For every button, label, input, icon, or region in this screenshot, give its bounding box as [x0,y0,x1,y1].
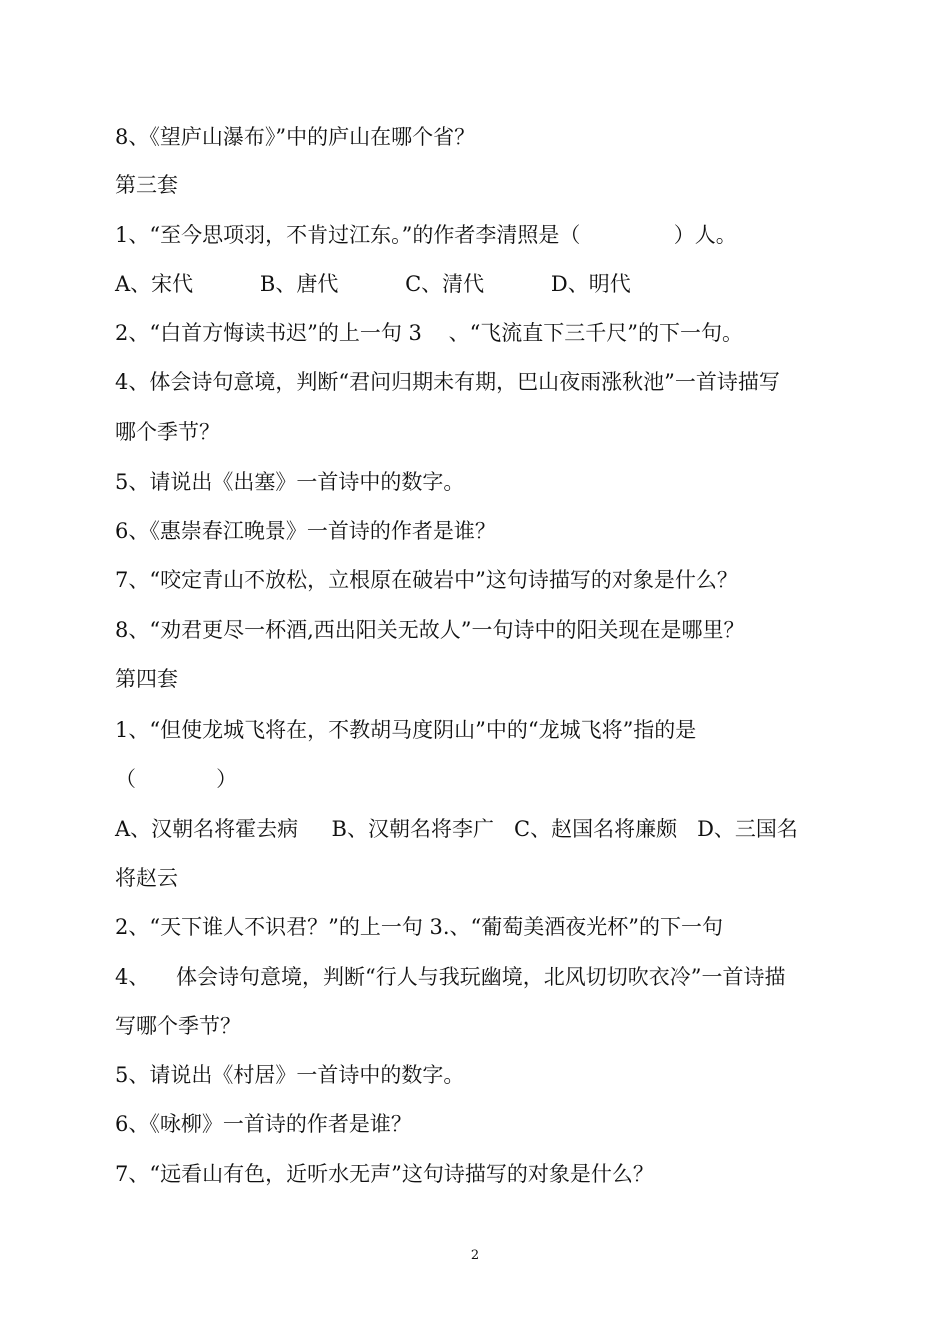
question-line: 6、《惠崇春江晚景》一首诗的作者是谁？ [115,519,496,543]
answer-options: 将赵云 [115,866,178,890]
question-line: 1、“至今思项羽，不肯过江东。”的作者李清照是（ ）人。 [115,223,737,247]
question-line: 2、“白首方悔读书迟”的上一句 3 、“飞流直下三千尺”的下一句。 [115,321,744,345]
question-line: 8、“劝君更尽一杯酒,西出阳关无故人”一句诗中的阳关现在是哪里？ [115,618,745,642]
answer-options: A、宋代 B、唐代 C、清代 D、明代 [115,272,631,296]
question-line: 4、 体会诗句意境，判断“行人与我玩幽境，北风切切吹衣冷”一首诗描 [115,965,786,989]
question-line: 哪个季节？ [115,420,220,444]
answer-blank: （ ） [115,767,238,791]
section-heading: 第三套 [115,173,178,197]
question-line: 7、“咬定青山不放松，立根原在破岩中”这句诗描写的对象是什么？ [115,568,738,592]
page-number: 2 [470,1248,480,1263]
question-line: 4、体会诗句意境，判断“君问归期未有期，巴山夜雨涨秋池”一首诗描写 [115,370,780,394]
question-line: 6、《咏柳》一首诗的作者是谁？ [115,1112,412,1136]
section-heading: 第四套 [115,667,178,691]
question-line: 2、“天下谁人不识君？”的上一句 3.、“葡萄美酒夜光杯”的下一句 [115,915,724,939]
question-line: 写哪个季节？ [115,1014,241,1038]
question-line: 5、请说出《村居》一首诗中的数字。 [115,1063,465,1087]
question-line: 7、“远看山有色，近听水无声”这句诗描写的对象是什么？ [115,1162,654,1186]
answer-options: A、汉朝名将霍去病 B、汉朝名将李广 C、赵国名将廉颇 D、三国名 [115,817,798,841]
question-line: 5、请说出《出塞》一首诗中的数字。 [115,470,465,494]
question-line: 1、“但使龙城飞将在，不教胡马度阴山”中的“龙城飞将”指的是 [115,718,697,742]
question-line: 8、《望庐山瀑布》”中的庐山在哪个省？ [115,125,476,149]
